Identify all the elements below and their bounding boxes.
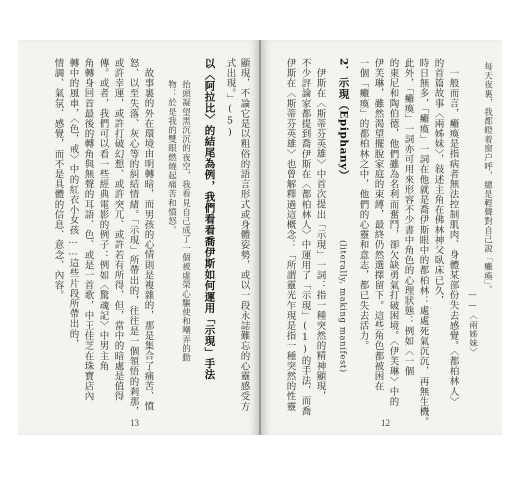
- text-column: 不少評論家都提到喬伊斯在〈都柏林人〉中運用了「示現」(1)的手法，而喬: [299, 58, 311, 416]
- text-column: 怒、以至失落、灰心等的糾結情緒。「示現」所帶出的，往往是一個領悟的剎那，: [127, 58, 139, 417]
- text-column: 此外，「癱瘓」一詞亦可用來形容不少書中角色的心理狀態：例如〈一個: [402, 58, 414, 377]
- page-number: 12: [381, 418, 390, 428]
- quote-line: 抬頭凝望黑沉沉的夜空，我看見自己成了一個被虛榮心驅使和嘲弄的動: [180, 80, 191, 363]
- epigraph-source: ——〈兩姊妹〉: [467, 290, 478, 357]
- section-heading: 2．示現（Epiphany）: [337, 58, 350, 182]
- quote-line: 物：於是我的雙眼燃燒起痛苦和憤怒。: [166, 80, 177, 235]
- text-column: 式出現。」(5): [224, 58, 236, 139]
- text-column: 一個「癱瘓」的都柏林之中，他們的心靈和意志，都已失去活力。: [357, 58, 369, 351]
- text-column: 顯現，不論它是以粗俗的語言形式或身體姿勢，或以一段永誌難忘的心靈感受方: [238, 58, 250, 412]
- epigraph-quote: 每天夜裏，我都瞪着窗户呼，總是輕聲對自己說「癱瘓」。: [482, 62, 493, 295]
- text-column: 情調、氣氛、感覺，而不是具體的信息、意念、內容。: [52, 58, 64, 301]
- text-column: 角轉身回首最後的轉角與無聲的耳語、色、或是一首歌，中王佳芝在珠寶店內: [82, 58, 94, 402]
- section-heading: 以〈阿拉比〉的結尾為例，我們看看喬伊斯如何運用「示現」手法: [203, 58, 216, 380]
- text-column: 伊芙琳，雖然渴望擺脫家庭的束縛，最終仍然選擇留下。這些角色都被困在: [372, 58, 384, 392]
- text-column: 時日無多，「癱瘓」一詞在他就是喬伊斯眼中的都柏林：處處死氣沉沉，再無生機。: [417, 58, 429, 427]
- left-page: [18, 40, 259, 435]
- text-column: 的東尼和陶伯德，他們雖為名利而奮鬥，卻欠缺勇氣打破困境。〈伊芙琳〉中的: [387, 58, 399, 407]
- book-spread: [18, 40, 502, 435]
- text-column: 伊斯在〈斯蒂芬英雄〉也曾解釋過這概念：「所謂靈光乍現是指一種突然的性靈: [284, 58, 296, 412]
- text-column: 的首篇故事〈兩姊妹〉，敍述主角在佛林神父臥床已久，: [432, 58, 444, 306]
- text-column: 故事裏的外在環境由明轉暗，而男孩的心情則是複雜的，那是集合了痛苦、憤: [142, 68, 154, 412]
- text-column: 伊斯在〈斯蒂芬英雄〉中首次提出「示現」一詞：指一種突然的精神顯現，: [314, 68, 326, 402]
- section-subtitle: (literally, making manifest): [337, 240, 348, 373]
- text-column: 傳。或者，我們可以看一些經典電影的例子：例如〈驚魂記〉中男主角: [97, 58, 109, 372]
- right-page: [261, 40, 502, 435]
- page-number: 13: [130, 418, 139, 428]
- text-column: 轉中的風車，〈色，戒〉中的紅衣小女孩……這些片段所帶出的，: [67, 58, 79, 350]
- text-column: 一般而言，癱瘓是指病者無法控制肌肉、身體某部份失去感覺。〈都柏林人〉: [447, 68, 459, 407]
- text-column: 或許幸運，或許打破幻想、或許突兀、或許若有所得，但，當中的暗處是值得: [112, 58, 124, 402]
